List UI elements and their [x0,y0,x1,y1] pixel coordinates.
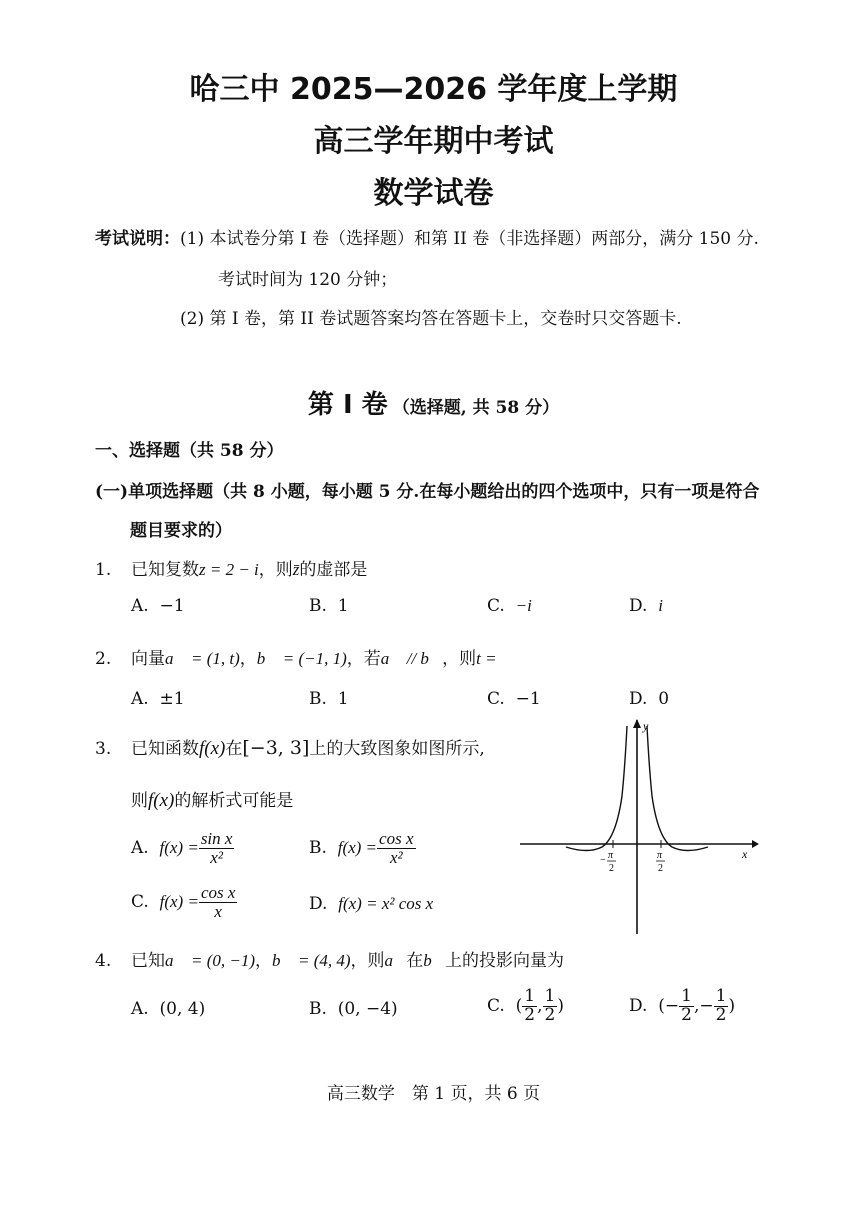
x-axis-arrow [752,840,759,848]
paren: ) [557,995,564,1016]
fraction [199,830,235,867]
option-label: A. [131,837,149,858]
tick-left-numerator: π [608,850,614,861]
section-subtitle: （选择题, 共 58 分） [392,398,560,418]
math-expression: [−3, 3] [242,737,310,759]
option-text: −i [515,596,532,615]
fraction [543,988,558,1025]
instructions-line-1 [95,224,759,249]
question-number: 4. [95,951,112,971]
curve-left-branch [566,726,627,851]
stem-text: ， [255,951,272,971]
stem-text: 上的投影向量为 [445,951,564,971]
question-2-option-d [629,689,669,709]
fraction-denominator: x [214,901,222,921]
section-title: 第 I 卷 [307,390,388,420]
question-4-stem [95,946,564,971]
question-number: 3. [95,739,112,759]
question-1-option-c [487,596,532,616]
question-3-stem-line-2 [131,786,293,812]
option-label: B. [309,596,327,616]
stem-text: 在 [406,951,424,971]
paren: (− [658,995,680,1016]
math-expression: b⃗ = (−1, 1) [256,649,347,668]
question-4-option-c [487,988,564,1025]
tick-right-numerator: π [657,850,663,861]
option-label: B. [309,689,327,709]
option-text: ±1 [159,689,185,709]
fraction-denominator: x² [389,847,403,867]
option-lhs: f(x) = [337,837,378,857]
math-expression: z = 2 − i [199,560,259,579]
exam-school-title: 哈三中 2025—2026 学年度上学期 [189,72,678,107]
option-label: D. [629,689,648,709]
question-1-option-b [309,596,349,616]
option-label: D. [629,995,648,1016]
math-expression: f(x) [148,790,175,811]
stem-text: ， [239,649,257,669]
math-expression: a⃗ // b⃗ [380,649,443,668]
fraction [377,830,415,867]
stem-text: ，则 [350,951,385,971]
option-label: C. [487,689,505,709]
math-expression: t = [476,649,497,668]
stem-text: 已知 [131,951,165,971]
math-expression: f(x) [199,738,226,759]
fraction-numerator: sin x [200,829,233,848]
fraction-numerator: cos x [379,829,414,848]
question-4-option-a [131,999,205,1019]
option-text: (0, −4) [337,999,398,1019]
option-label: A. [131,999,149,1019]
fraction-denominator: 2 [544,1004,556,1025]
question-3-stem [95,734,485,760]
option-label: C. [131,891,149,912]
fraction-numerator: 1 [544,986,556,1006]
fraction-numerator: 1 [524,986,536,1006]
option-text: (0, 4) [159,999,206,1019]
option-text: i [658,596,663,615]
question-3-option-d [309,894,433,914]
stem-text: ，则 [258,560,293,580]
option-label: A. [131,596,149,616]
math-expression: a⃗ = (0, −1) [165,951,255,970]
fraction-numerator: 1 [681,986,692,1006]
stem-text: 在 [225,739,243,759]
tick-left-sign: − [600,855,606,866]
subsection-heading-line-1: (一)单项选择题（共 8 小题，每小题 5 分.在每小题给出的四个选项中，只有一项是符合 [95,482,760,502]
exam-name-title: 高三学年期中考试 [313,124,554,159]
separator: ,− [693,995,714,1016]
question-number: 2. [95,649,112,669]
math-expression: z̄ [292,560,300,579]
question-2-option-a [131,689,185,709]
option-text: 0 [658,689,670,709]
function-graph [516,716,760,938]
subsection-heading-line-2: 题目要求的） [130,521,232,541]
instruction-item-1: (1) 本试卷分第 I 卷（选择题）和第 II 卷（非选择题）两部分，满分 150 分. [180,229,759,249]
option-lhs: f(x) = [159,837,199,857]
fraction [522,988,537,1025]
stem-text: 的解析式可能是 [174,791,294,811]
instructions-label: 考试说明： [95,229,180,249]
stem-text: 的虚部是 [299,560,368,580]
separator: , [537,995,543,1016]
question-number: 1. [95,560,112,580]
stem-text: 已知复数 [131,560,199,580]
instruction-item-2: (2) 第 I 卷，第 II 卷试题答案均答在答题卡上，交卷时只交答题卡. [180,309,682,329]
fraction-denominator: 2 [681,1004,692,1025]
question-3-option-a [131,830,234,867]
fraction-denominator: x² [210,847,223,867]
question-1-option-d [629,596,663,616]
subject-title: 数学试卷 [373,176,494,211]
fraction [714,988,729,1025]
fraction [679,988,694,1025]
option-label: C. [487,596,505,616]
option-lhs: f(x) = [159,891,199,911]
paren: ( [515,995,523,1016]
tick-right-denominator: 2 [658,863,663,874]
stem-text: 向量 [131,649,165,669]
fraction-numerator: cos x [200,883,236,902]
page-footer: 高三数学 第 1 页，共 6 页 [326,1084,541,1104]
option-label: A. [131,689,149,709]
option-label: B. [309,999,327,1019]
curve-right-branch [647,726,708,851]
option-text: 1 [337,596,349,616]
x-axis-label: x [742,847,748,861]
tick-left-denominator: 2 [609,863,614,874]
paren: ) [728,995,736,1016]
option-text: −1 [159,596,185,616]
fraction-denominator: 2 [524,1004,536,1025]
stem-text: 则 [131,791,148,811]
option-label: D. [309,894,328,914]
instruction-item-1b: 考试时间为 120 分钟； [218,270,398,290]
part-heading: 一、选择题（共 58 分） [95,441,284,461]
fraction [199,884,237,921]
math-expression: a⃗ [384,951,407,970]
question-3-option-c [131,884,237,921]
option-text: −1 [515,689,541,709]
option-label: B. [309,837,327,858]
question-1-option-a [131,596,185,616]
fraction-numerator: 1 [715,986,727,1006]
stem-text: ，若 [346,649,381,669]
y-axis-arrow [633,719,641,728]
option-label: D. [629,596,648,616]
option-text: f(x) = x² cos x [338,894,434,913]
question-2-stem [95,644,497,669]
stem-text: 上的大致图象如图所示, [309,739,485,759]
question-1-stem [95,555,367,580]
question-2-option-b [309,689,349,709]
option-text: 1 [337,689,349,709]
math-expression: b⃗ [423,951,445,970]
question-2-option-c [487,689,541,709]
option-label: C. [487,995,505,1016]
question-3-option-b [309,830,416,867]
section-heading [0,384,867,421]
y-axis-label: y [643,719,649,733]
math-expression: a⃗ = (1, t) [165,649,240,668]
fraction-denominator: 2 [715,1004,727,1025]
question-4-option-b [309,999,398,1019]
stem-text: 已知函数 [131,739,199,759]
question-4-option-d [629,988,735,1025]
stem-text: ，则 [442,649,477,669]
math-expression: b⃗ = (4, 4) [272,951,351,970]
